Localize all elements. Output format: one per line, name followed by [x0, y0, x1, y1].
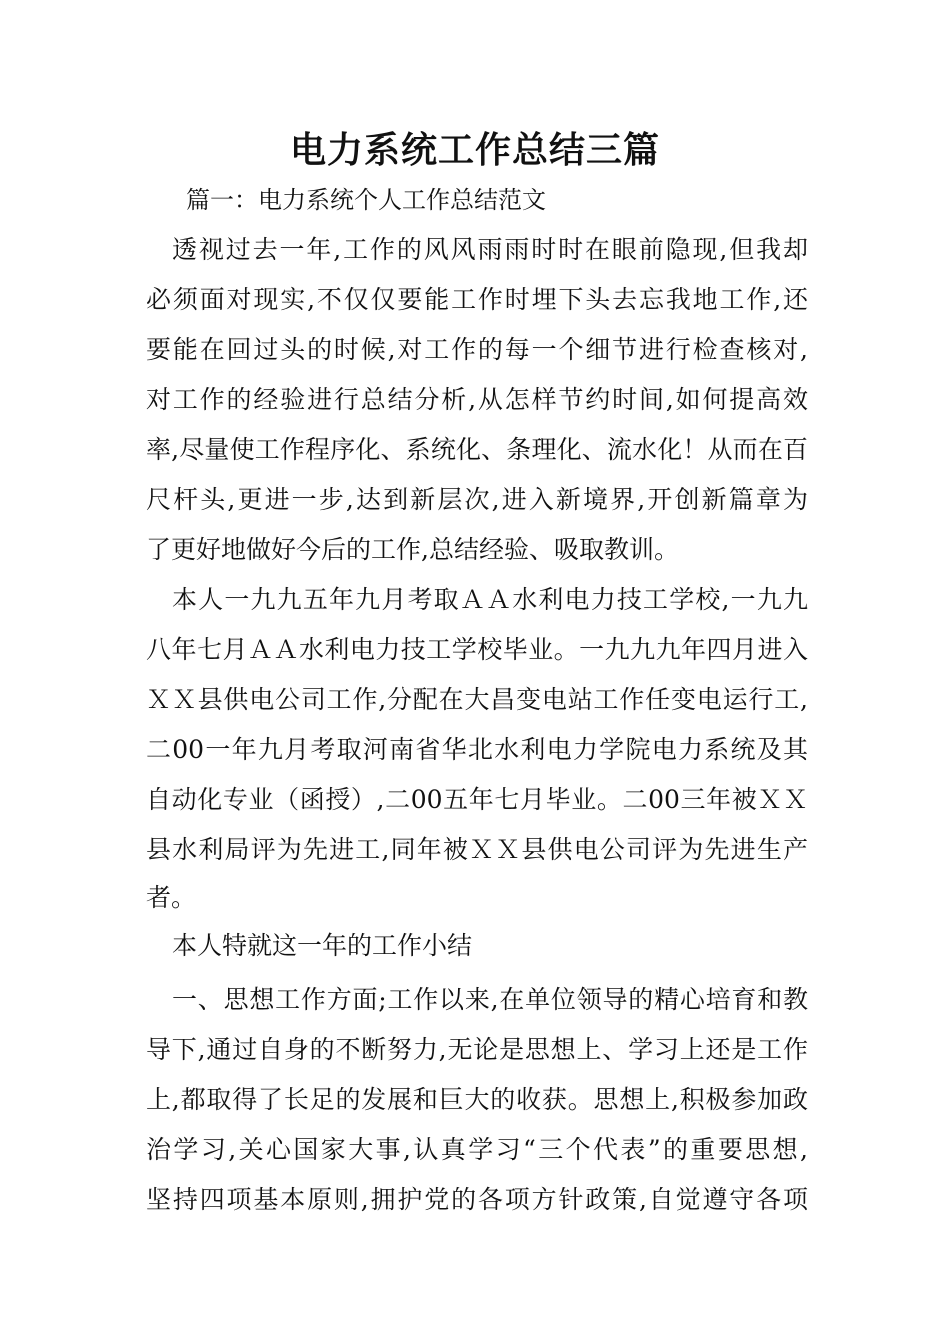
paragraph-line: 二00一年九月考取河南省华北水利电力学院电力系统及其	[146, 735, 808, 764]
paragraph-line: ＸＸ县供电公司工作,分配在大昌变电站工作任变电运行工,	[146, 685, 808, 714]
paragraph-line: 要能在回过头的时候,对工作的每一个细节进行检查核对,	[146, 335, 808, 364]
paragraph-line: 自动化专业（函授）,二00五年七月毕业。二00三年被ＸＸ	[146, 785, 808, 814]
paragraph-line: 对工作的经验进行总结分析,从怎样节约时间,如何提高效	[146, 385, 808, 414]
paragraph-line: 尺杆头,更进一步,达到新层次,进入新境界,开创新篇章为	[146, 485, 808, 514]
paragraph-line: 了更好地做好今后的工作,总结经验、吸取教训。	[146, 535, 679, 564]
paragraph-line: 率,尽量使工作程序化、系统化、条理化、流水化！从而在百	[146, 435, 808, 464]
paragraph-line: 一、思想工作方面;工作以来,在单位领导的精心培育和教	[172, 985, 808, 1014]
paragraph-line: 本人特就这一年的工作小结	[172, 931, 473, 960]
paragraph-line: 治学习,关心国家大事,认真学习“三个代表”的重要思想,	[146, 1135, 808, 1164]
section-title: 篇一：电力系统个人工作总结范文	[186, 186, 546, 214]
paragraph-line: 坚持四项基本原则,拥护党的各项方针政策,自觉遵守各项	[146, 1185, 808, 1214]
document-title: 电力系统工作总结三篇	[289, 130, 660, 171]
paragraph-line: 必须面对现实,不仅仅要能工作时埋下头去忘我地工作,还	[146, 285, 808, 314]
paragraph-line: 县水利局评为先进工,同年被ＸＸ县供电公司评为先进生产	[146, 835, 808, 864]
paragraph-line: 上,都取得了长足的发展和巨大的收获。思想上,积极参加政	[146, 1085, 808, 1114]
paragraph-line: 者。	[146, 883, 197, 912]
paragraph-line: 透视过去一年,工作的风风雨雨时时在眼前隐现,但我却	[172, 235, 808, 264]
paragraph-line: 导下,通过自身的不断努力,无论是思想上、学习上还是工作	[146, 1035, 808, 1064]
paragraph-line: 八年七月ＡＡ水利电力技工学校毕业。一九九九年四月进入	[146, 635, 808, 664]
paragraph-line: 本人一九九五年九月考取ＡＡ水利电力技工学校,一九九	[172, 585, 808, 614]
